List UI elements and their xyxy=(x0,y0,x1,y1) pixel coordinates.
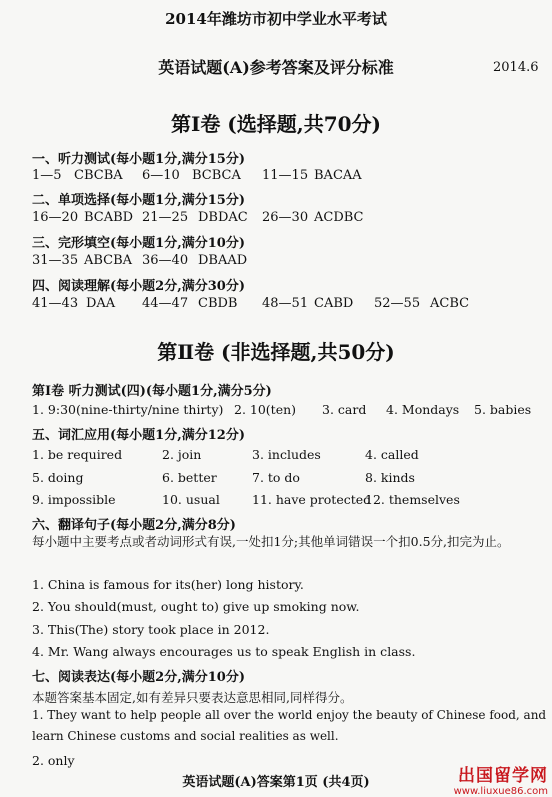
reading-answer: 1. They want to help people all over the world enjoy the beauty of Chinese food, and learn Chinese customs and social realities as well. xyxy=(32,708,547,743)
watermark-name: 出国留学网 xyxy=(458,766,548,786)
listening-answer: 3. card xyxy=(322,402,367,417)
section-reading-title: 四、阅读理解(每小题2分,满分30分) xyxy=(32,279,245,294)
answer-key: ABCBA xyxy=(84,253,133,268)
section-listening4-title: 第Ⅰ卷 听力测试(四)(每小题1分,满分5分) xyxy=(32,384,272,399)
answer-key: BCABD xyxy=(84,210,134,225)
section-listening-title: 一、听力测试(每小题1分,满分15分) xyxy=(32,152,245,167)
exam-title: 2014年潍坊市初中学业水平考试 xyxy=(165,10,387,28)
answer-key: BCBCA xyxy=(192,168,241,183)
listening-answer: 1. 9:30(nine-thirty/nine thirty) xyxy=(32,402,224,417)
answer-range: 52—55 xyxy=(374,296,421,311)
answer-key: DBDAC xyxy=(198,210,248,225)
answer-key-subtitle: 英语试题(A)参考答案及评分标准 xyxy=(158,58,394,77)
answer-range: 36—40 xyxy=(142,253,189,268)
vocab-answer: 3. includes xyxy=(252,447,321,462)
answer-range: 6—10 xyxy=(142,168,180,183)
vocab-answer: 12. themselves xyxy=(365,492,460,507)
section-grammar-title: 二、单项选择(每小题1分,满分15分) xyxy=(32,193,245,208)
watermark-url: www.liuxue86.com xyxy=(453,786,548,797)
reading-scoring-note: 本题答案基本固定,如有差异只要表达意思相同,同样得分。 xyxy=(32,690,353,705)
answer-key: BACAA xyxy=(314,168,362,183)
answer-range: 1—5 xyxy=(32,168,62,183)
vocab-answer: 7. to do xyxy=(252,470,300,485)
section-translate-title: 六、翻译句子(每小题2分,满分8分) xyxy=(32,518,236,533)
answer-range: 16—20 xyxy=(32,210,79,225)
answer-range: 31—35 xyxy=(32,253,79,268)
vocab-answer: 10. usual xyxy=(162,492,220,507)
answer-key: ACDBC xyxy=(314,210,364,225)
answer-range: 11—15 xyxy=(262,168,309,183)
answer-key: CBCBA xyxy=(74,168,123,183)
vocab-answer: 11. have protected xyxy=(252,492,372,507)
vocab-answer: 6. better xyxy=(162,470,217,485)
answer-range: 48—51 xyxy=(262,296,309,311)
exam-date: 2014.6 xyxy=(493,60,539,75)
part1-heading: 第Ⅰ卷 (选择题,共70分) xyxy=(170,112,382,136)
section-vocab-title: 五、词汇应用(每小题1分,满分12分) xyxy=(32,428,245,443)
translate-scoring-note: 每小题中主要考点或者动词形式有误,一处扣1分;其他单词错误一个扣0.5分,扣完为止。 xyxy=(32,534,510,549)
translate-answer: 4. Mr. Wang always encourages us to speak English in class. xyxy=(32,644,416,659)
answer-range: 21—25 xyxy=(142,210,189,225)
vocab-answer: 9. impossible xyxy=(32,492,116,507)
answer-key: CBDB xyxy=(198,296,238,311)
answer-key: CABD xyxy=(314,296,354,311)
vocab-answer: 8. kinds xyxy=(365,470,415,485)
answer-range: 44—47 xyxy=(142,296,189,311)
listening-answer: 4. Mondays xyxy=(386,402,460,417)
vocab-answer: 5. doing xyxy=(32,470,84,485)
answer-range: 41—43 xyxy=(32,296,79,311)
vocab-answer: 1. be required xyxy=(32,447,123,462)
vocab-answer: 2. join xyxy=(162,447,202,462)
answer-range: 26—30 xyxy=(262,210,309,225)
listening-answer: 5. babies xyxy=(474,402,532,417)
page-footer: 英语试题(A)答案第1页 (共4页) xyxy=(182,775,370,790)
reading-answer: 2. only xyxy=(32,753,75,768)
watermark-logo xyxy=(454,761,548,797)
listening-answer: 2. 10(ten) xyxy=(234,402,297,417)
translate-answer: 2. You should(must, ought to) give up smoking now. xyxy=(32,599,360,614)
part2-heading: 第Ⅱ卷 (非选择题,共50分) xyxy=(157,340,395,364)
answer-key: DAA xyxy=(86,296,116,311)
section-cloze-title: 三、完形填空(每小题1分,满分10分) xyxy=(32,236,245,251)
answer-key: ACBC xyxy=(430,296,470,311)
answer-key: DBAAD xyxy=(198,253,248,268)
vocab-answer: 4. called xyxy=(365,447,419,462)
section-reading-expression-title: 七、阅读表达(每小题2分,满分10分) xyxy=(32,670,245,685)
translate-answer: 3. This(The) story took place in 2012. xyxy=(32,622,270,637)
translate-answer: 1. China is famous for its(her) long history. xyxy=(32,577,304,592)
